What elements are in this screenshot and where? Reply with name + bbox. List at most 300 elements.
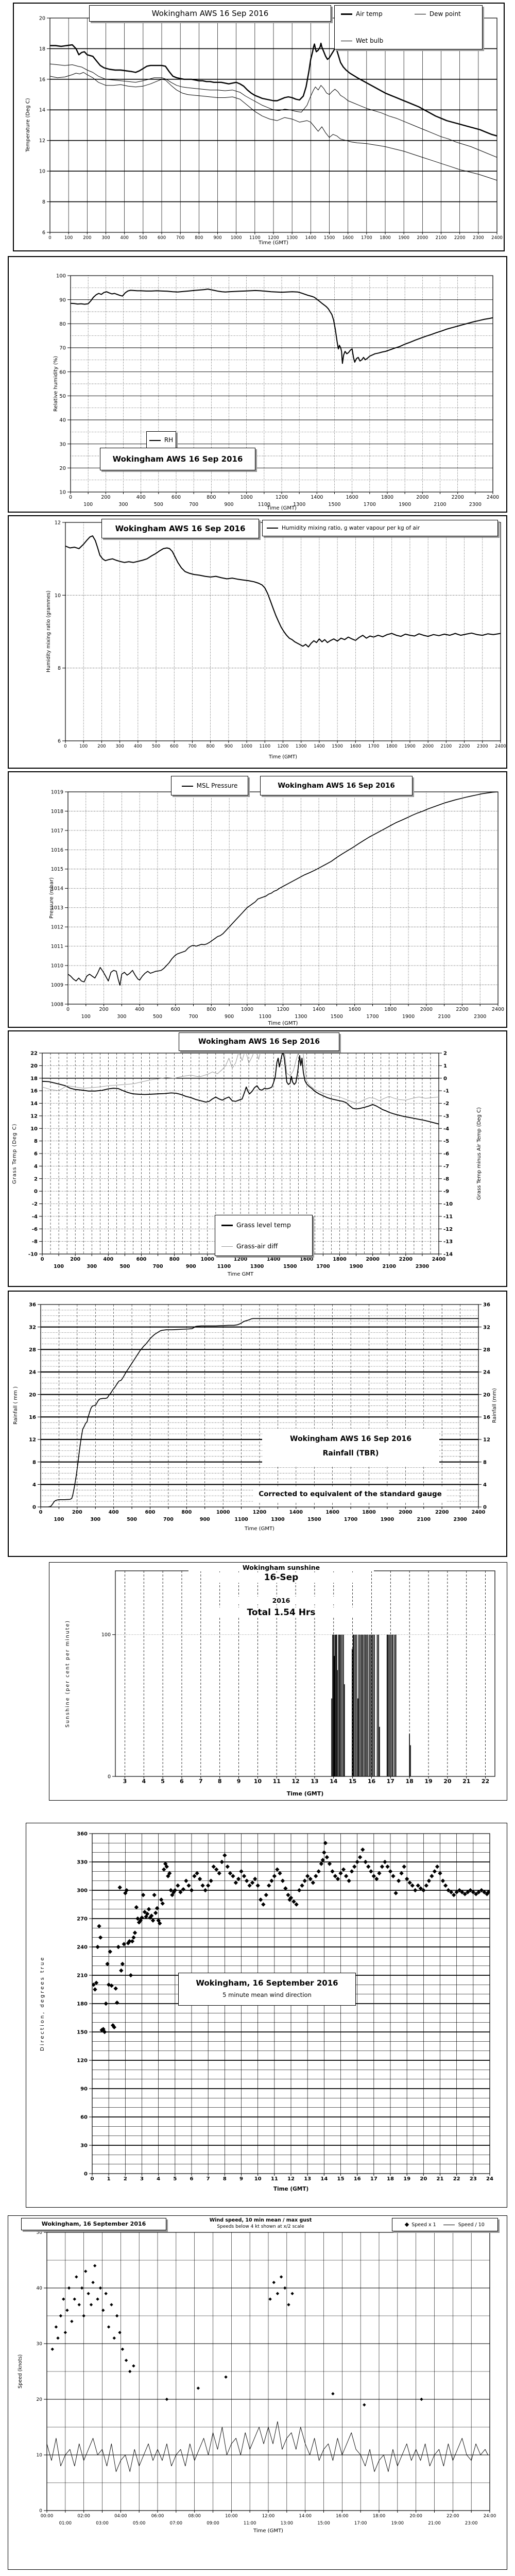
svg-text:2000: 2000 bbox=[416, 495, 429, 500]
svg-text:2: 2 bbox=[34, 1176, 38, 1182]
svg-text:100: 100 bbox=[79, 744, 88, 749]
wind-direction-plot bbox=[26, 1823, 508, 2208]
svg-text:1900: 1900 bbox=[380, 1517, 394, 1522]
svg-text:400: 400 bbox=[136, 495, 146, 500]
legend-item-air-temp bbox=[341, 10, 415, 18]
svg-text:02:00: 02:00 bbox=[77, 2514, 90, 2519]
svg-text:1800: 1800 bbox=[386, 744, 398, 749]
svg-text:800: 800 bbox=[206, 744, 215, 749]
svg-text:700: 700 bbox=[163, 1517, 174, 1522]
svg-text:4: 4 bbox=[32, 1482, 36, 1488]
chart-title: Wokingham AWS 16 Sep 2016 bbox=[260, 776, 413, 795]
svg-text:13: 13 bbox=[311, 1778, 319, 1785]
svg-text:13: 13 bbox=[304, 2176, 312, 2182]
rainfall-chart-panel bbox=[8, 1291, 507, 1557]
svg-text:12: 12 bbox=[39, 138, 45, 144]
svg-text:0: 0 bbox=[90, 2176, 94, 2182]
svg-text:1000: 1000 bbox=[240, 495, 253, 500]
svg-text:1800: 1800 bbox=[381, 495, 394, 500]
x-axis-label: Time (GMT) bbox=[253, 2528, 283, 2534]
svg-text:60: 60 bbox=[59, 369, 66, 376]
x-axis-label: Time (GMT) bbox=[273, 2186, 309, 2192]
svg-text:6: 6 bbox=[190, 2176, 194, 2182]
svg-text:8: 8 bbox=[217, 1778, 222, 1785]
svg-text:2300: 2300 bbox=[474, 1014, 487, 1020]
chart-title: Wokingham AWS 16 Sep 2016 bbox=[89, 5, 331, 22]
svg-text:14: 14 bbox=[320, 2176, 328, 2182]
svg-text:8: 8 bbox=[483, 1460, 487, 1466]
grass-legend bbox=[215, 1215, 313, 1256]
wind-direction-chart-panel bbox=[26, 1823, 507, 2208]
svg-text:1100: 1100 bbox=[258, 502, 270, 507]
svg-text:16: 16 bbox=[39, 77, 45, 83]
svg-text:0: 0 bbox=[39, 2509, 42, 2514]
svg-text:1010: 1010 bbox=[50, 963, 63, 969]
mixing-ratio-plot bbox=[9, 516, 508, 770]
rainfall-plot bbox=[9, 1292, 508, 1558]
svg-text:1300: 1300 bbox=[295, 1014, 307, 1020]
svg-text:2000: 2000 bbox=[417, 235, 428, 241]
svg-text:1600: 1600 bbox=[350, 744, 362, 749]
svg-text:19: 19 bbox=[424, 1778, 433, 1785]
svg-text:400: 400 bbox=[133, 744, 142, 749]
svg-text:2200: 2200 bbox=[451, 495, 464, 500]
svg-text:22: 22 bbox=[30, 1050, 38, 1057]
svg-text:100: 100 bbox=[54, 1517, 64, 1522]
svg-text:20:00: 20:00 bbox=[409, 2514, 422, 2519]
svg-text:600: 600 bbox=[170, 744, 179, 749]
svg-text:360: 360 bbox=[77, 1831, 88, 1837]
svg-text:1500: 1500 bbox=[328, 502, 341, 507]
svg-text:06:00: 06:00 bbox=[151, 2514, 164, 2519]
svg-text:20: 20 bbox=[29, 1392, 36, 1398]
svg-text:2100: 2100 bbox=[417, 1517, 431, 1522]
svg-text:0: 0 bbox=[443, 1076, 447, 1082]
y-axis-label: Temperature (Deg C) bbox=[25, 98, 31, 152]
y-axis-label: Humidity mixing ratio (grammes) bbox=[46, 590, 52, 673]
svg-text:12: 12 bbox=[54, 520, 61, 526]
svg-text:0: 0 bbox=[34, 1189, 38, 1195]
svg-text:16:00: 16:00 bbox=[336, 2514, 349, 2519]
svg-text:1700: 1700 bbox=[366, 1014, 379, 1020]
svg-text:1300: 1300 bbox=[295, 744, 307, 749]
svg-text:6: 6 bbox=[42, 230, 45, 236]
svg-text:500: 500 bbox=[127, 1517, 138, 1522]
svg-text:9: 9 bbox=[239, 2176, 243, 2182]
wind-speed-plot bbox=[8, 2216, 508, 2570]
svg-text:03:00: 03:00 bbox=[96, 2521, 109, 2526]
svg-text:1100: 1100 bbox=[234, 1517, 248, 1522]
svg-text:2400: 2400 bbox=[495, 744, 506, 749]
svg-text:16: 16 bbox=[367, 1778, 376, 1785]
chart-title: Wokingham AWS 16 Sep 2016 bbox=[101, 519, 259, 538]
svg-text:40: 40 bbox=[59, 417, 66, 423]
svg-text:2300: 2300 bbox=[469, 502, 482, 507]
svg-text:1900: 1900 bbox=[399, 502, 411, 507]
svg-text:70: 70 bbox=[59, 345, 66, 351]
svg-text:1200: 1200 bbox=[277, 744, 289, 749]
chart-title: Wokingham sunshine bbox=[188, 1564, 374, 1571]
svg-text:1009: 1009 bbox=[50, 982, 63, 988]
svg-text:2000: 2000 bbox=[420, 1007, 433, 1012]
svg-text:1900: 1900 bbox=[402, 1014, 415, 1020]
chart-date: 16-Sep bbox=[209, 1572, 353, 1583]
svg-text:5: 5 bbox=[161, 1778, 165, 1785]
mixing-line-swatch bbox=[267, 528, 278, 529]
svg-text:900: 900 bbox=[224, 502, 234, 507]
svg-text:6: 6 bbox=[57, 738, 61, 744]
legend-item-grass-level-temp bbox=[221, 1221, 306, 1229]
svg-text:1900: 1900 bbox=[398, 235, 409, 241]
chart-title: Wokingham, 16 September 2016 bbox=[21, 2218, 166, 2230]
svg-text:20: 20 bbox=[483, 1392, 490, 1398]
svg-text:500: 500 bbox=[153, 502, 163, 507]
svg-text:1700: 1700 bbox=[316, 1264, 330, 1269]
svg-text:00:00: 00:00 bbox=[40, 2514, 54, 2519]
chart-subtitle: Rainfall (TBR) bbox=[322, 1449, 379, 1458]
svg-text:800: 800 bbox=[181, 1510, 192, 1515]
gust-diamond-swatch bbox=[405, 2223, 409, 2227]
svg-text:1300: 1300 bbox=[271, 1517, 285, 1522]
svg-text:12:00: 12:00 bbox=[262, 2514, 275, 2519]
svg-text:700: 700 bbox=[188, 1014, 198, 1020]
svg-text:21: 21 bbox=[436, 2176, 444, 2182]
svg-text:18: 18 bbox=[30, 1076, 38, 1082]
svg-text:10:00: 10:00 bbox=[225, 2514, 238, 2519]
svg-text:-14: -14 bbox=[443, 1251, 453, 1258]
svg-text:1200: 1200 bbox=[252, 1510, 267, 1515]
svg-text:22: 22 bbox=[481, 1778, 490, 1785]
legend-label: MSL Pressure bbox=[196, 782, 238, 789]
wind-speed-note bbox=[178, 2217, 343, 2230]
svg-text:2000: 2000 bbox=[366, 1257, 380, 1262]
svg-text:150: 150 bbox=[77, 2029, 88, 2036]
svg-text:1400: 1400 bbox=[314, 744, 325, 749]
svg-text:22:00: 22:00 bbox=[447, 2514, 459, 2519]
svg-text:21:00: 21:00 bbox=[428, 2521, 441, 2526]
left-y-axis-label: Rainfall ( mm ) bbox=[13, 1386, 19, 1425]
svg-text:1400: 1400 bbox=[289, 1510, 303, 1515]
svg-text:0: 0 bbox=[68, 495, 73, 500]
svg-text:500: 500 bbox=[119, 1264, 130, 1269]
svg-text:1900: 1900 bbox=[404, 744, 416, 749]
svg-text:1008: 1008 bbox=[50, 1002, 63, 1008]
svg-text:-11: -11 bbox=[443, 1214, 453, 1220]
svg-text:200: 200 bbox=[72, 1510, 82, 1515]
svg-text:08:00: 08:00 bbox=[188, 2514, 201, 2519]
svg-text:300: 300 bbox=[101, 235, 110, 241]
svg-text:1000: 1000 bbox=[241, 1007, 254, 1012]
svg-text:1500: 1500 bbox=[323, 235, 335, 241]
sunshine-total: Total 1.54 Hrs bbox=[207, 1607, 356, 1618]
svg-text:1900: 1900 bbox=[349, 1264, 363, 1269]
svg-text:1017: 1017 bbox=[50, 828, 63, 834]
svg-text:1300: 1300 bbox=[250, 1264, 264, 1269]
legend-item-gust bbox=[405, 2222, 436, 2228]
sunshine-chart-panel bbox=[49, 1562, 507, 1801]
note-line-2: Speeds below 4 kt shown at x/2 scale bbox=[217, 2224, 304, 2229]
svg-text:4: 4 bbox=[483, 1482, 487, 1488]
svg-text:1400: 1400 bbox=[311, 495, 323, 500]
svg-text:28: 28 bbox=[483, 1347, 490, 1353]
svg-text:240: 240 bbox=[77, 1944, 88, 1951]
svg-text:8: 8 bbox=[32, 1460, 36, 1466]
svg-text:2000: 2000 bbox=[422, 744, 434, 749]
svg-text:36: 36 bbox=[483, 1302, 490, 1308]
svg-text:20: 20 bbox=[30, 1063, 38, 1069]
svg-text:16: 16 bbox=[483, 1414, 490, 1420]
svg-text:300: 300 bbox=[87, 1264, 97, 1269]
svg-text:36: 36 bbox=[29, 1302, 36, 1308]
svg-text:2300: 2300 bbox=[476, 744, 488, 749]
svg-text:24: 24 bbox=[486, 2176, 493, 2182]
svg-text:400: 400 bbox=[103, 1257, 114, 1262]
chart-title: Wokingham AWS 16 Sep 2016 bbox=[100, 448, 255, 470]
svg-text:200: 200 bbox=[99, 1007, 109, 1012]
svg-text:1011: 1011 bbox=[50, 944, 63, 950]
svg-text:32: 32 bbox=[483, 1325, 490, 1331]
svg-text:12: 12 bbox=[291, 1778, 300, 1785]
chart-title: Wokingham, 16 September 2016 bbox=[196, 1978, 338, 1988]
svg-text:6: 6 bbox=[180, 1778, 184, 1785]
svg-text:2200: 2200 bbox=[435, 1510, 449, 1515]
svg-text:1600: 1600 bbox=[348, 1007, 361, 1012]
chart-title: Wokingham AWS 16 Sep 2016 bbox=[290, 1435, 411, 1443]
svg-text:0: 0 bbox=[40, 1257, 44, 1262]
svg-text:2100: 2100 bbox=[438, 1014, 451, 1020]
chart-title-block bbox=[262, 1429, 439, 1466]
svg-text:7: 7 bbox=[206, 2176, 210, 2182]
svg-text:100: 100 bbox=[64, 235, 73, 241]
svg-text:23: 23 bbox=[469, 2176, 477, 2182]
svg-text:900: 900 bbox=[185, 1264, 196, 1269]
svg-text:1100: 1100 bbox=[259, 1014, 271, 1020]
svg-text:90: 90 bbox=[59, 297, 66, 303]
svg-text:10: 10 bbox=[254, 2176, 262, 2182]
svg-text:20: 20 bbox=[420, 2176, 427, 2182]
svg-text:16: 16 bbox=[353, 2176, 361, 2182]
svg-text:24:00: 24:00 bbox=[483, 2514, 496, 2519]
svg-text:400: 400 bbox=[135, 1007, 145, 1012]
svg-text:1100: 1100 bbox=[217, 1264, 231, 1269]
svg-text:12: 12 bbox=[483, 1437, 490, 1443]
svg-text:1000: 1000 bbox=[230, 235, 242, 241]
svg-text:30: 30 bbox=[36, 2342, 42, 2347]
svg-text:-10: -10 bbox=[443, 1201, 453, 1208]
svg-text:100: 100 bbox=[101, 1632, 111, 1638]
x-axis-label: Time (GMT) bbox=[267, 505, 297, 511]
svg-text:1200: 1200 bbox=[277, 1007, 289, 1012]
svg-text:-8: -8 bbox=[443, 1176, 450, 1182]
svg-text:1400: 1400 bbox=[266, 1257, 281, 1262]
legend-label: Air temp bbox=[356, 10, 383, 18]
svg-text:8: 8 bbox=[42, 199, 45, 205]
humidity-chart-panel bbox=[8, 256, 507, 513]
svg-text:2200: 2200 bbox=[454, 235, 466, 241]
svg-text:1019: 1019 bbox=[50, 789, 63, 795]
x-axis-label: Time (GMT) bbox=[268, 1021, 298, 1026]
svg-text:2: 2 bbox=[123, 2176, 127, 2182]
svg-text:2400: 2400 bbox=[491, 235, 503, 241]
svg-text:1800: 1800 bbox=[380, 235, 391, 241]
svg-text:16: 16 bbox=[30, 1088, 38, 1094]
svg-text:0: 0 bbox=[64, 744, 67, 749]
left-y-axis-label: Grass Temp (Deg C) bbox=[12, 1123, 18, 1184]
svg-text:300: 300 bbox=[118, 502, 128, 507]
legend-item-grass-air-diff bbox=[221, 1242, 306, 1250]
svg-text:14: 14 bbox=[39, 107, 45, 113]
svg-text:2200: 2200 bbox=[399, 1257, 413, 1262]
svg-text:-5: -5 bbox=[443, 1139, 450, 1145]
svg-text:14: 14 bbox=[330, 1778, 338, 1785]
svg-text:14:00: 14:00 bbox=[299, 2514, 312, 2519]
humidity-plot bbox=[9, 257, 508, 514]
svg-text:1200: 1200 bbox=[268, 235, 279, 241]
svg-text:-4: -4 bbox=[31, 1214, 38, 1220]
svg-text:17: 17 bbox=[370, 2176, 377, 2182]
svg-text:100: 100 bbox=[56, 273, 66, 279]
svg-text:19:00: 19:00 bbox=[391, 2521, 404, 2526]
svg-text:5: 5 bbox=[173, 2176, 177, 2182]
grass-air-diff-line-swatch bbox=[221, 1246, 233, 1247]
svg-text:-4: -4 bbox=[443, 1126, 450, 1132]
svg-text:1600: 1600 bbox=[346, 495, 358, 500]
svg-text:4: 4 bbox=[157, 2176, 161, 2182]
svg-text:15:00: 15:00 bbox=[317, 2521, 330, 2526]
svg-text:100: 100 bbox=[81, 1014, 91, 1020]
svg-text:200: 200 bbox=[101, 495, 111, 500]
right-y-axis-label: Grass Temp minus Air Temp (Deg C) bbox=[476, 1107, 482, 1200]
svg-text:1800: 1800 bbox=[384, 1007, 397, 1012]
svg-text:180: 180 bbox=[77, 2001, 88, 2007]
svg-text:2300: 2300 bbox=[415, 1264, 430, 1269]
svg-text:28: 28 bbox=[29, 1347, 36, 1353]
svg-text:1700: 1700 bbox=[363, 502, 376, 507]
svg-text:-9: -9 bbox=[443, 1189, 450, 1195]
svg-text:700: 700 bbox=[176, 235, 185, 241]
svg-text:1100: 1100 bbox=[259, 744, 271, 749]
svg-text:01:00: 01:00 bbox=[59, 2521, 72, 2526]
svg-text:800: 800 bbox=[169, 1257, 180, 1262]
svg-text:-7: -7 bbox=[443, 1163, 450, 1170]
svg-text:700: 700 bbox=[189, 502, 199, 507]
mixing-ratio-legend bbox=[262, 520, 498, 536]
svg-text:80: 80 bbox=[59, 321, 66, 327]
svg-text:800: 800 bbox=[207, 1007, 216, 1012]
svg-text:2100: 2100 bbox=[382, 1264, 396, 1269]
svg-text:16: 16 bbox=[29, 1414, 36, 1420]
svg-text:1000: 1000 bbox=[216, 1510, 230, 1515]
svg-text:0: 0 bbox=[48, 235, 52, 241]
svg-text:13:00: 13:00 bbox=[280, 2521, 294, 2526]
temperature-chart-panel bbox=[13, 3, 505, 251]
svg-text:0: 0 bbox=[32, 1504, 36, 1511]
svg-text:7: 7 bbox=[198, 1778, 203, 1785]
svg-text:12: 12 bbox=[29, 1437, 36, 1443]
svg-text:700: 700 bbox=[152, 1264, 163, 1269]
svg-text:1500: 1500 bbox=[332, 744, 343, 749]
pressure-plot bbox=[9, 772, 508, 1029]
svg-text:10: 10 bbox=[253, 1778, 262, 1785]
svg-text:-10: -10 bbox=[28, 1251, 38, 1258]
svg-text:300: 300 bbox=[117, 1014, 127, 1020]
svg-text:0: 0 bbox=[39, 1510, 43, 1515]
y-axis-label: Relative humidity (%) bbox=[53, 355, 59, 412]
grass-temp-line-swatch bbox=[221, 1225, 233, 1226]
y-axis-label: Sunshine (per cent per minute) bbox=[65, 1620, 71, 1727]
y-axis-label: Pressure (mbar) bbox=[49, 877, 55, 919]
svg-text:600: 600 bbox=[170, 1007, 180, 1012]
legend-label: Grass-air diff bbox=[236, 1242, 278, 1250]
svg-text:1600: 1600 bbox=[300, 1257, 314, 1262]
air-temp-line-swatch bbox=[341, 13, 352, 15]
y-axis-label: Speed (knots) bbox=[18, 2354, 23, 2389]
svg-text:0: 0 bbox=[483, 1504, 487, 1511]
svg-text:07:00: 07:00 bbox=[169, 2521, 183, 2526]
svg-text:2400: 2400 bbox=[432, 1257, 446, 1262]
svg-text:800: 800 bbox=[207, 495, 216, 500]
legend-label: Humidity mixing ratio, g water vapour per kg of air bbox=[282, 525, 420, 531]
svg-text:40: 40 bbox=[36, 2286, 42, 2292]
svg-text:120: 120 bbox=[77, 2058, 88, 2064]
svg-text:600: 600 bbox=[145, 1510, 156, 1515]
pressure-chart-panel bbox=[8, 771, 507, 1028]
svg-text:8: 8 bbox=[57, 666, 61, 672]
svg-text:50: 50 bbox=[59, 393, 66, 399]
svg-text:1600: 1600 bbox=[342, 235, 354, 241]
svg-text:1500: 1500 bbox=[307, 1517, 321, 1522]
chart-year: 2016 bbox=[222, 1597, 340, 1604]
svg-text:30: 30 bbox=[59, 442, 66, 448]
svg-text:210: 210 bbox=[77, 1973, 88, 1979]
svg-text:-12: -12 bbox=[443, 1226, 453, 1232]
svg-text:1300: 1300 bbox=[293, 502, 306, 507]
wind-speed-legend bbox=[392, 2218, 498, 2231]
legend-item-wet-bulb bbox=[341, 37, 415, 44]
svg-text:12: 12 bbox=[30, 1113, 38, 1120]
svg-text:300: 300 bbox=[77, 1888, 88, 1894]
svg-text:24: 24 bbox=[483, 1369, 490, 1376]
svg-text:19: 19 bbox=[403, 2176, 411, 2182]
svg-text:32: 32 bbox=[29, 1325, 36, 1331]
svg-text:24: 24 bbox=[29, 1369, 36, 1376]
svg-text:11: 11 bbox=[270, 2176, 278, 2182]
svg-text:1400: 1400 bbox=[312, 1007, 325, 1012]
wind-speed-chart-panel bbox=[8, 2215, 507, 2570]
svg-text:-2: -2 bbox=[443, 1101, 450, 1107]
svg-text:2400: 2400 bbox=[471, 1510, 486, 1515]
pressure-line-swatch bbox=[182, 786, 193, 787]
svg-text:1200: 1200 bbox=[275, 495, 288, 500]
x-axis-label: Time GMT bbox=[227, 1272, 254, 1277]
x-axis-label: Time (GMT) bbox=[245, 1526, 274, 1532]
svg-text:09:00: 09:00 bbox=[207, 2521, 219, 2526]
temperature-legend bbox=[334, 5, 483, 49]
svg-text:11:00: 11:00 bbox=[243, 2521, 256, 2526]
svg-text:1200: 1200 bbox=[233, 1257, 248, 1262]
legend-item-mean bbox=[443, 2222, 485, 2228]
legend-label: Speed / 10 bbox=[458, 2222, 485, 2228]
legend-label: Speed x 1 bbox=[411, 2222, 436, 2228]
svg-text:100: 100 bbox=[83, 502, 93, 507]
svg-text:2000: 2000 bbox=[399, 1510, 413, 1515]
svg-text:1: 1 bbox=[107, 2176, 111, 2182]
svg-text:10: 10 bbox=[30, 1126, 38, 1132]
svg-text:500: 500 bbox=[152, 1014, 163, 1020]
svg-text:1018: 1018 bbox=[50, 808, 63, 815]
svg-text:800: 800 bbox=[195, 235, 203, 241]
svg-text:20: 20 bbox=[36, 2397, 42, 2403]
